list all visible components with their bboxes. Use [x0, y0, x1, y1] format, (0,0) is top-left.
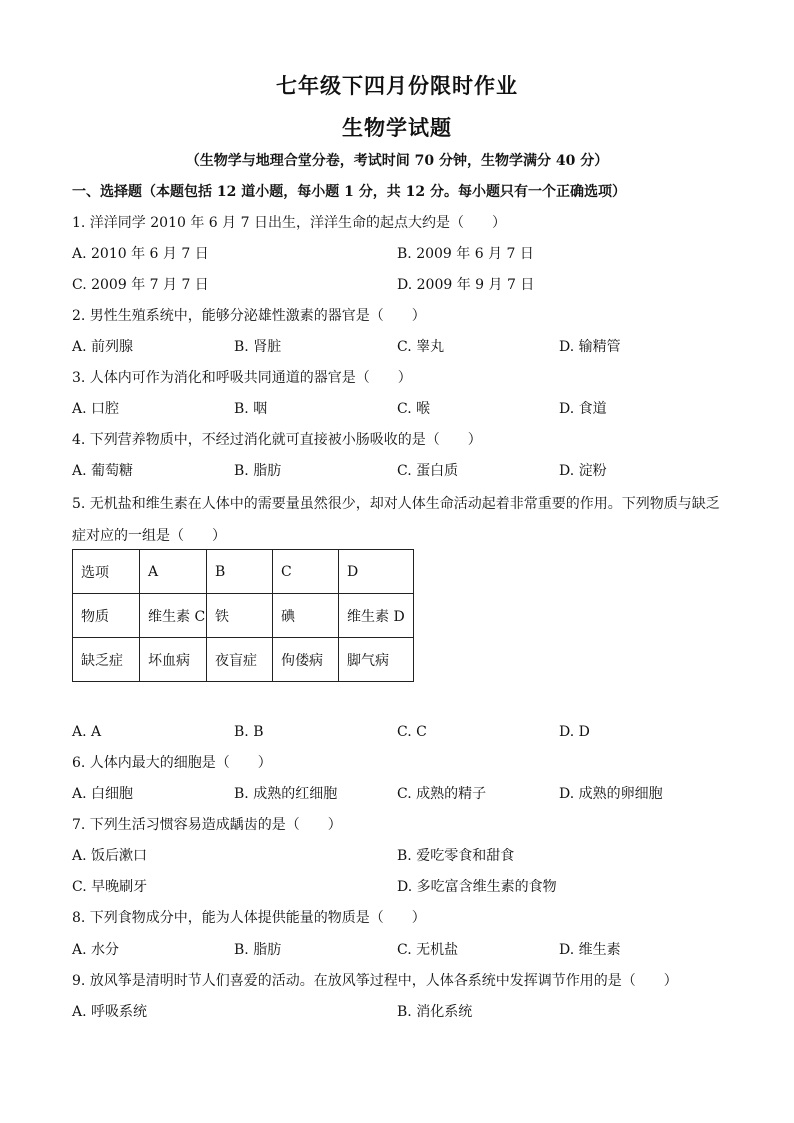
page-title: 七年级下四月份限时作业 [276, 73, 518, 98]
question-5: 5. 无机盐和维生素在人体中的需要量虽然很少，却对人体生命活动起着非常重要的作用。下列物质与缺乏症对应的一组是（ ） [72, 496, 720, 544]
section-heading: 一、选择题（本题包括 12 道小题，每小题 1 分，共 12 分。每小题只有一个正确选项） [72, 184, 626, 200]
q3-option-c: C. 喉 [397, 401, 431, 417]
q5-option-d: D. D [559, 724, 590, 740]
q4-option-d: D. 淀粉 [559, 463, 607, 479]
table-cell: 物质 [73, 594, 140, 638]
q6-option-d: D. 成熟的卵细胞 [559, 786, 663, 802]
q9-option-a: A. 呼吸系统 [72, 1004, 148, 1020]
q8-option-d: D. 维生素 [559, 942, 621, 958]
q2-option-a: A. 前列腺 [72, 339, 134, 355]
table-cell: 佝偻病 [273, 638, 339, 682]
table-cell: A [140, 550, 207, 594]
question-6: 6. 人体内最大的细胞是（ ） [72, 755, 272, 771]
table-cell: 脚气病 [339, 638, 414, 682]
q5-option-c: C. C [397, 724, 427, 740]
question-9: 9. 放风筝是清明时节人们喜爱的活动。在放风筝过程中，人体各系统中发挥调节作用的是（ ） [72, 973, 678, 989]
q1-option-b: B. 2009 年 6 月 7 日 [397, 246, 534, 262]
table-cell: D [339, 550, 414, 594]
table-row [73, 550, 414, 594]
q6-option-c: C. 成熟的精子 [397, 786, 487, 802]
q6-option-a: A. 白细胞 [72, 786, 134, 802]
q7-option-d: D. 多吃富含维生素的食物 [397, 879, 557, 895]
table-cell: 铁 [207, 594, 273, 638]
q8-option-a: A. 水分 [72, 942, 120, 958]
table-cell: 夜盲症 [207, 638, 273, 682]
q8-option-c: C. 无机盐 [397, 942, 459, 958]
table-cell: C [273, 550, 339, 594]
table-cell: 维生素 D [339, 594, 414, 638]
table-row [73, 638, 414, 682]
q3-option-a: A. 口腔 [72, 401, 120, 417]
q5-option-a: A. A [72, 724, 102, 740]
vitamin-deficiency-table [72, 549, 414, 682]
q2-option-c: C. 睾丸 [397, 339, 445, 355]
question-8: 8. 下列食物成分中，能为人体提供能量的物质是（ ） [72, 910, 426, 926]
q9-option-b: B. 消化系统 [397, 1004, 473, 1020]
q2-option-b: B. 肾脏 [234, 339, 282, 355]
table-row [73, 594, 414, 638]
q4-option-b: B. 脂肪 [234, 463, 282, 479]
question-2: 2. 男性生殖系统中，能够分泌雄性激素的器官是（ ） [72, 308, 426, 324]
q6-option-b: B. 成熟的红细胞 [234, 786, 338, 802]
q3-option-b: B. 咽 [234, 401, 268, 417]
q3-option-d: D. 食道 [559, 401, 607, 417]
exam-note: （生物学与地理合堂分卷，考试时间 70 分钟，生物学满分 40 分） [185, 153, 609, 169]
q2-option-d: D. 输精管 [559, 339, 621, 355]
table-cell: 选项 [73, 550, 140, 594]
question-4: 4. 下列营养物质中，不经过消化就可直接被小肠吸收的是（ ） [72, 432, 482, 448]
q5-option-b: B. B [234, 724, 264, 740]
q7-option-b: B. 爱吃零食和甜食 [397, 848, 515, 864]
table-cell: 缺乏症 [73, 638, 140, 682]
q1-option-a: A. 2010 年 6 月 7 日 [72, 246, 209, 262]
q7-option-a: A. 饭后漱口 [72, 848, 148, 864]
q8-option-b: B. 脂肪 [234, 942, 282, 958]
question-1: 1. 洋洋同学 2010 年 6 月 7 日出生，洋洋生命的起点大约是（ ） [72, 215, 506, 231]
q7-option-c: C. 早晚刷牙 [72, 879, 148, 895]
table-cell: 维生素 C [140, 594, 207, 638]
q4-option-a: A. 葡萄糖 [72, 463, 134, 479]
table-cell: 坏血病 [140, 638, 207, 682]
q4-option-c: C. 蛋白质 [397, 463, 459, 479]
question-7: 7. 下列生活习惯容易造成龋齿的是（ ） [72, 817, 342, 833]
question-3: 3. 人体内可作为消化和呼吸共同通道的器官是（ ） [72, 370, 412, 386]
table-cell: 碘 [273, 594, 339, 638]
q1-option-c: C. 2009 年 7 月 7 日 [72, 277, 209, 293]
page-subtitle: 生物学试题 [342, 115, 452, 140]
table-cell: B [207, 550, 273, 594]
q1-option-d: D. 2009 年 9 月 7 日 [397, 277, 535, 293]
